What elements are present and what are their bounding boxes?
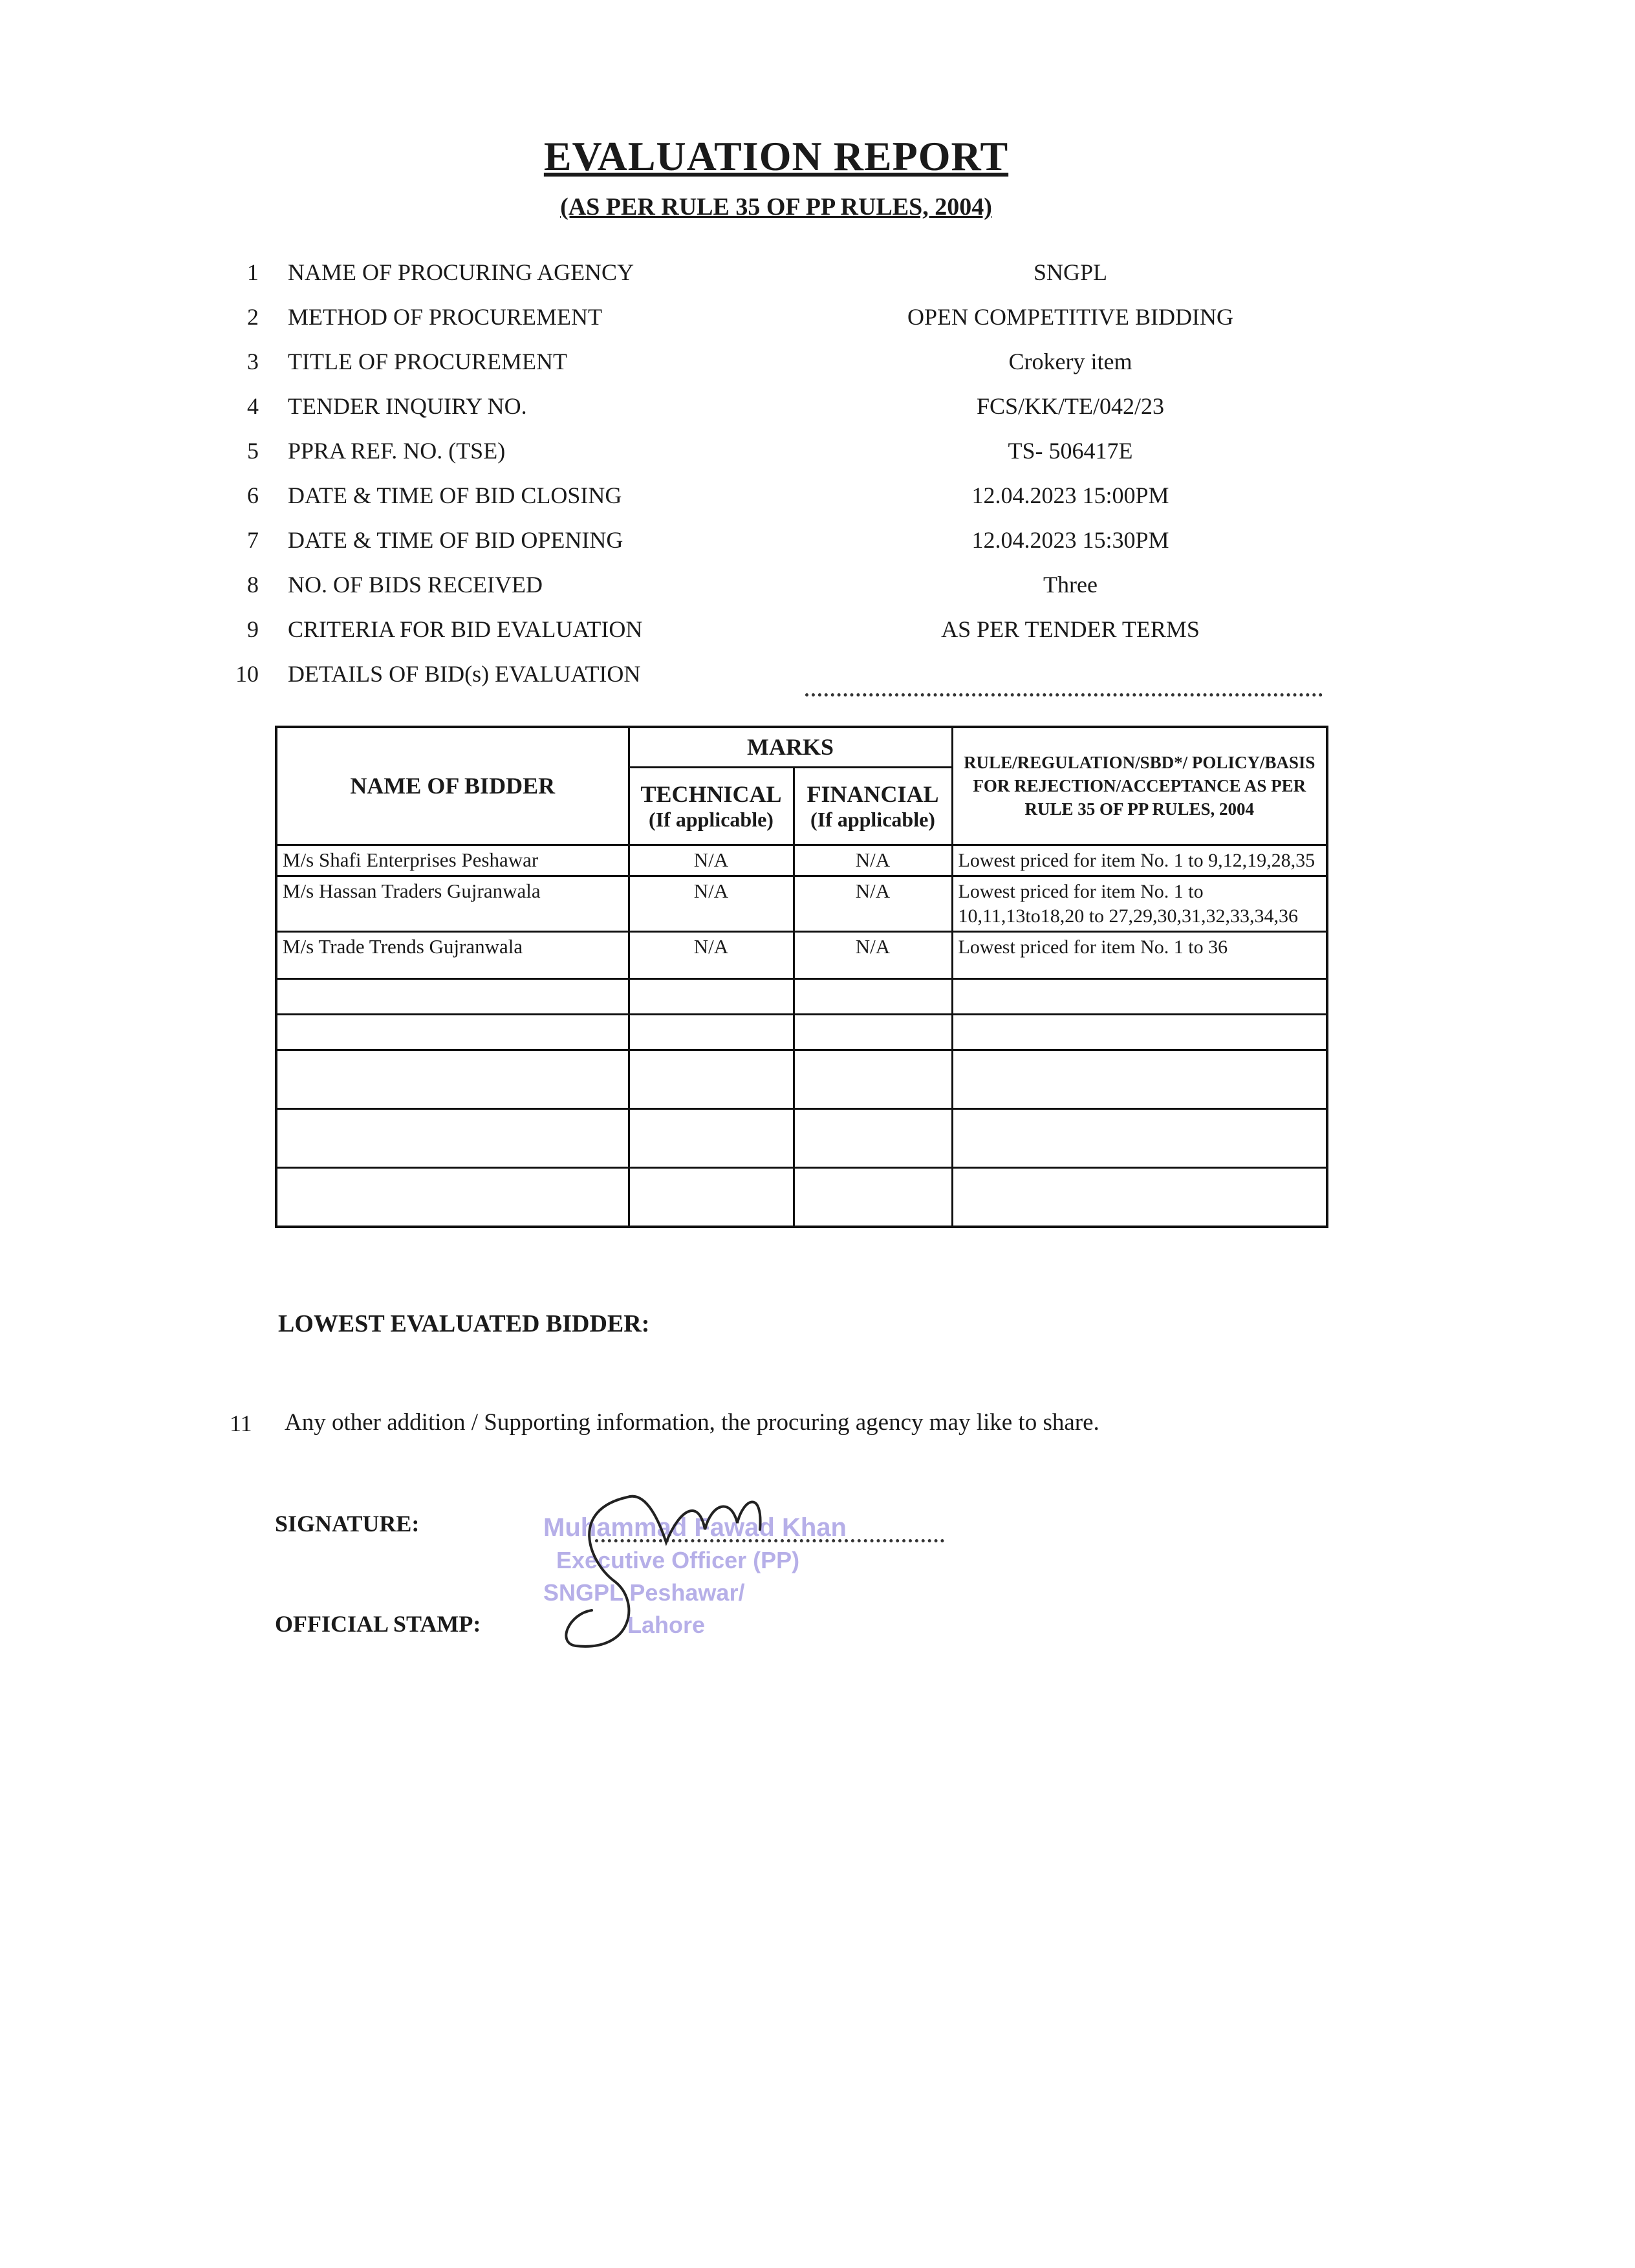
row-label: METHOD OF PROCUREMENT — [288, 304, 603, 330]
info-row — [0, 393, 1635, 431]
row-value: TS- 506417E — [1008, 438, 1133, 464]
info-row — [0, 571, 1635, 610]
header-financial — [794, 767, 952, 845]
stamp-line-4: Lahore — [627, 1612, 706, 1638]
row-number: 6 — [247, 482, 259, 508]
financial-marks: N/A — [794, 932, 952, 979]
row-number: 1 — [247, 259, 259, 285]
header-technical-note: (If applicable) — [649, 807, 774, 831]
page-title: EVALUATION REPORT — [543, 133, 1009, 179]
row-value: FCS/KK/TE/042/23 — [976, 393, 1165, 419]
empty-row — [276, 1050, 1327, 1109]
lowest-evaluated-bidder-label: LOWEST EVALUATED BIDDER: — [278, 1310, 650, 1337]
row-number: 10 — [235, 661, 259, 687]
row-label: DATE & TIME OF BID CLOSING — [288, 482, 622, 508]
info-row — [0, 259, 1635, 297]
official-stamp-label: OFFICIAL STAMP: — [275, 1611, 481, 1637]
row-label: TITLE OF PROCUREMENT — [288, 349, 567, 374]
table-row — [276, 845, 1327, 876]
row-value: OPEN COMPETITIVE BIDDING — [907, 304, 1233, 330]
financial-marks: N/A — [794, 876, 952, 932]
header-rule: RULE/REGULATION/SBD*/ POLICY/BASIS FOR REJECTION/ACCEPTANCE AS PER RULE 35 OF PP RULES, 2004 — [952, 727, 1327, 845]
row-number: 4 — [247, 393, 259, 419]
row-label: CRITERIA FOR BID EVALUATION — [288, 616, 643, 642]
signature-label: SIGNATURE: — [275, 1511, 420, 1537]
header-financial-label: FINANCIAL — [807, 781, 939, 807]
row-value: Crokery item — [1008, 349, 1132, 374]
page-subtitle: (AS PER RULE 35 OF PP RULES, 2004) — [560, 193, 992, 221]
technical-marks: N/A — [629, 932, 794, 979]
row-number: 3 — [247, 349, 259, 374]
bidder-name: M/s Hassan Traders Gujranwala — [276, 876, 629, 932]
header-financial-note: (If applicable) — [810, 807, 935, 831]
row-number: 5 — [247, 438, 259, 464]
row-label: TENDER INQUIRY NO. — [288, 393, 527, 419]
row-number: 7 — [247, 527, 259, 553]
row-value: 12.04.2023 15:30PM — [971, 527, 1169, 553]
stamp-line-1: Muhammad Fawad Khan — [543, 1513, 847, 1542]
header-technical — [629, 767, 794, 845]
info-row — [0, 348, 1635, 387]
row-value: Three — [1043, 572, 1098, 598]
financial-marks: N/A — [794, 845, 952, 876]
stamp-line-2: Executive Officer (PP) — [556, 1547, 800, 1573]
table-row — [276, 932, 1327, 979]
table-row — [276, 876, 1327, 932]
bidder-name: M/s Shafi Enterprises Peshawar — [276, 845, 629, 876]
item-11-text: Any other addition / Supporting information, the procuring agency may like to share. — [285, 1409, 1099, 1436]
info-row — [0, 437, 1635, 476]
info-row — [0, 303, 1635, 342]
empty-row — [276, 1015, 1327, 1050]
empty-row — [276, 1109, 1327, 1168]
evaluation-basis: Lowest priced for item No. 1 to 10,11,13to18,20 to 27,29,30,31,32,33,34,36 — [952, 876, 1327, 932]
row-number: 8 — [247, 572, 259, 598]
row-number: 2 — [247, 304, 259, 330]
stamp-line-3: SNGPL Peshawar/ — [543, 1579, 745, 1606]
item-11-number: 11 — [230, 1410, 252, 1436]
info-row — [0, 482, 1635, 521]
row-value: 12.04.2023 15:00PM — [971, 482, 1169, 508]
bid-evaluation-table — [275, 726, 1328, 1228]
header-bidder: NAME OF BIDDER — [276, 727, 629, 845]
evaluation-basis: Lowest priced for item No. 1 to 36 — [952, 932, 1327, 979]
row-value: SNGPL — [1033, 259, 1108, 285]
info-row — [0, 526, 1635, 565]
header-technical-label: TECHNICAL — [640, 781, 782, 807]
info-row — [0, 616, 1635, 654]
row-label: PPRA REF. NO. (TSE) — [288, 438, 506, 464]
row-label: NAME OF PROCURING AGENCY — [288, 259, 634, 285]
dotted-line — [805, 674, 1323, 697]
row-value: AS PER TENDER TERMS — [941, 616, 1200, 642]
row-number: 9 — [247, 616, 259, 642]
empty-row — [276, 979, 1327, 1015]
bidder-name: M/s Trade Trends Gujranwala — [276, 932, 629, 979]
technical-marks: N/A — [629, 845, 794, 876]
official-stamp — [530, 1484, 893, 1652]
header-marks: MARKS — [629, 727, 952, 767]
row-label: DETAILS OF BID(s) EVALUATION — [288, 661, 641, 687]
evaluation-basis: Lowest priced for item No. 1 to 9,12,19,28,35 — [952, 845, 1327, 876]
row-label: DATE & TIME OF BID OPENING — [288, 527, 623, 553]
empty-row — [276, 1168, 1327, 1227]
row-label: NO. OF BIDS RECEIVED — [288, 572, 543, 598]
technical-marks: N/A — [629, 876, 794, 932]
